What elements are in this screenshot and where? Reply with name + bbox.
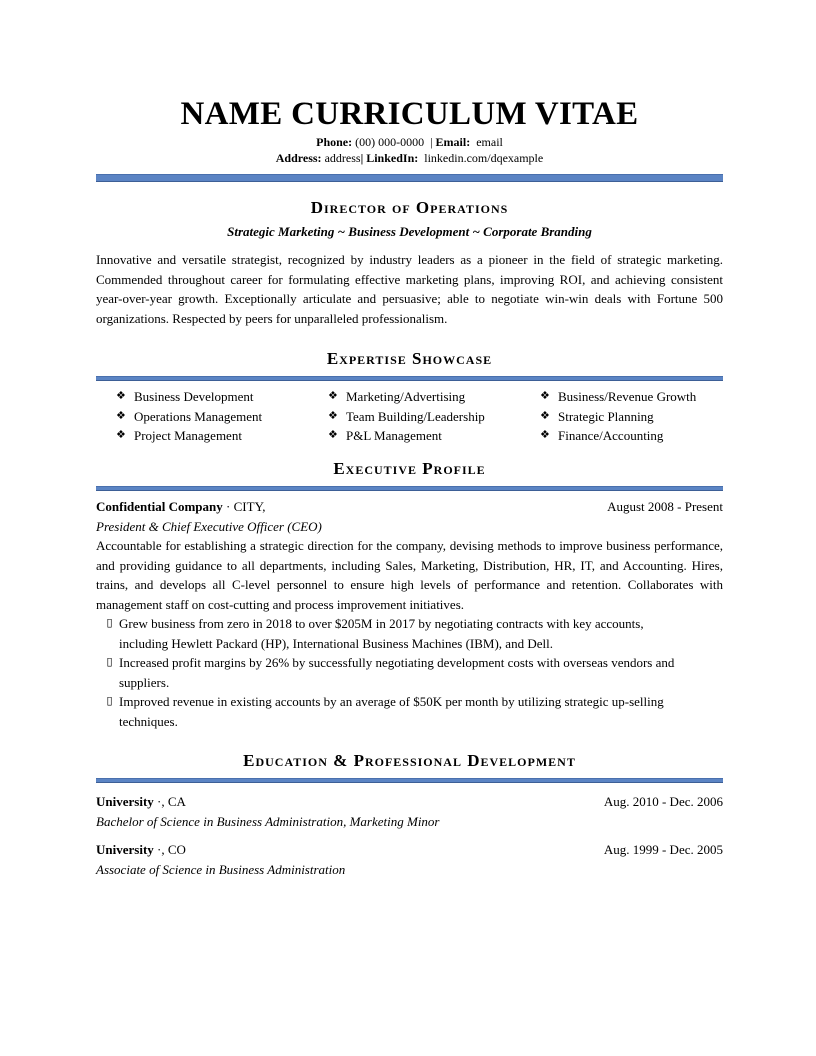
profile-heading: Executive Profile — [333, 459, 486, 479]
contact-line-2: Address: address| LinkedIn: linkedin.com/dqexample — [275, 151, 544, 165]
list-item: ▯ Improved revenue in existing accounts by an average of $50K per month by utilizing strategic up-selling techniques. — [96, 692, 723, 731]
school-location: , CO — [161, 842, 186, 858]
job-header-row — [96, 497, 723, 517]
education-dates: Aug. 1999 - Dec. 2005 — [603, 842, 723, 858]
separator-dot: · — [226, 499, 231, 515]
separator-dot: · — [157, 842, 162, 858]
expertise-item: ❖ Finance/Accounting — [540, 426, 723, 446]
company-city: CITY, — [233, 499, 266, 515]
diamond-bullet-icon: ❖ — [328, 390, 338, 402]
email-label: Email: — [435, 135, 471, 149]
education-row — [96, 792, 723, 812]
expertise-item: ❖ Strategic Planning — [540, 407, 723, 427]
expertise-heading: Expertise Showcase — [326, 349, 493, 368]
linkedin-label: LinkedIn: — [366, 151, 419, 165]
expertise-item: ❖ Business/Revenue Growth — [540, 387, 723, 407]
bullet-icon: ▯ — [106, 695, 113, 708]
diamond-bullet-icon: ❖ — [540, 390, 550, 402]
list-item: ▯ Increased profit margins by 26% by successfully negotiating development costs with overseas vendors and suppliers. — [96, 653, 723, 692]
diamond-bullet-icon: ❖ — [328, 429, 338, 442]
diamond-bullet-icon: ❖ — [116, 429, 126, 442]
diamond-bullet-icon: ❖ — [328, 409, 338, 422]
separator-dot: · — [157, 794, 162, 810]
linkedin-value: linkedin.com/dqexample — [424, 151, 544, 165]
school-name: University — [96, 794, 154, 810]
header-divider — [96, 174, 723, 182]
tagline: Strategic Marketing ~ Business Development ~ Corporate Branding — [227, 224, 592, 239]
diamond-bullet-icon: ❖ — [116, 409, 126, 422]
address-label: Address: — [275, 151, 322, 165]
summary-paragraph: Innovative and versatile strategist, recognized by industry leaders as a pioneer in the field of strategic marketing. Commended throughout career for formulating effective marketing plans, improving ROI, and achieving consistent year-over-year growth. Exceptionally articulate and persuasive; able to negotiate win-win deals with Fortune 500 organizations. Respected by peers for unparalleled professionalism. — [96, 252, 723, 326]
document-title: NAME CURRICULUM VITAE — [180, 96, 639, 132]
email-value: email — [476, 135, 503, 149]
education-divider — [96, 778, 723, 783]
list-item: ▯ Grew business from zero in 2018 to over $205M in 2017 by negotiating contracts with key accounts, including Hewlett Packard (HP), International Business Machines (IBM), and Dell. — [96, 614, 723, 653]
job-description: Accountable for establishing a strategic direction for the company, devising methods to improve business performance, and providing guidance to all departments, including Sales, Marketing, Distribution, HR, IT, and Accounting. Hires, trains, and develops all C-level personnel to ensure high levels of performance and retention. Collaborates with management staff on cost-cutting and process improvement initiatives. — [96, 538, 723, 612]
expertise-item: ❖ Operations Management — [96, 407, 322, 427]
contact-line-1: Phone: (00) 000-0000 | Email: email — [316, 135, 503, 149]
expertise-item: ❖ Project Management — [96, 426, 322, 446]
phone-label: Phone: — [316, 135, 353, 149]
company-name: Confidential Company — [96, 499, 223, 515]
expertise-item: ❖ Marketing/Advertising — [322, 387, 540, 407]
profile-divider — [96, 486, 723, 491]
bullet-icon: ▯ — [106, 656, 113, 669]
education-dates: Aug. 2010 - Dec. 2006 — [603, 794, 723, 810]
expertise-item: ❖ Team Building/Leadership — [322, 407, 540, 427]
job-title: Director of Operations — [310, 198, 509, 217]
degree: Bachelor of Science in Business Administration, Marketing Minor — [96, 813, 440, 829]
expertise-item: ❖ P&L Management — [322, 426, 540, 446]
diamond-bullet-icon: ❖ — [540, 409, 550, 422]
achievement-list — [96, 614, 723, 731]
job-role: President & Chief Executive Officer (CEO) — [96, 518, 322, 534]
expertise-item: ❖ Business Development — [96, 387, 322, 407]
education-heading: Education & Professional Development — [243, 751, 576, 771]
school-name: University — [96, 842, 154, 858]
expertise-divider — [96, 376, 723, 381]
diamond-bullet-icon: ❖ — [116, 390, 126, 402]
diamond-bullet-icon: ❖ — [540, 429, 550, 442]
address-value: address — [324, 151, 361, 165]
education-row — [96, 840, 723, 860]
phone-value: (00) 000-0000 — [355, 135, 425, 149]
school-location: , CA — [161, 794, 186, 810]
expertise-grid — [96, 387, 723, 446]
job-dates: August 2008 - Present — [607, 499, 723, 515]
resume-page — [96, 94, 723, 879]
degree: Associate of Science in Business Administration — [96, 861, 346, 877]
bullet-icon: ▯ — [106, 617, 113, 630]
